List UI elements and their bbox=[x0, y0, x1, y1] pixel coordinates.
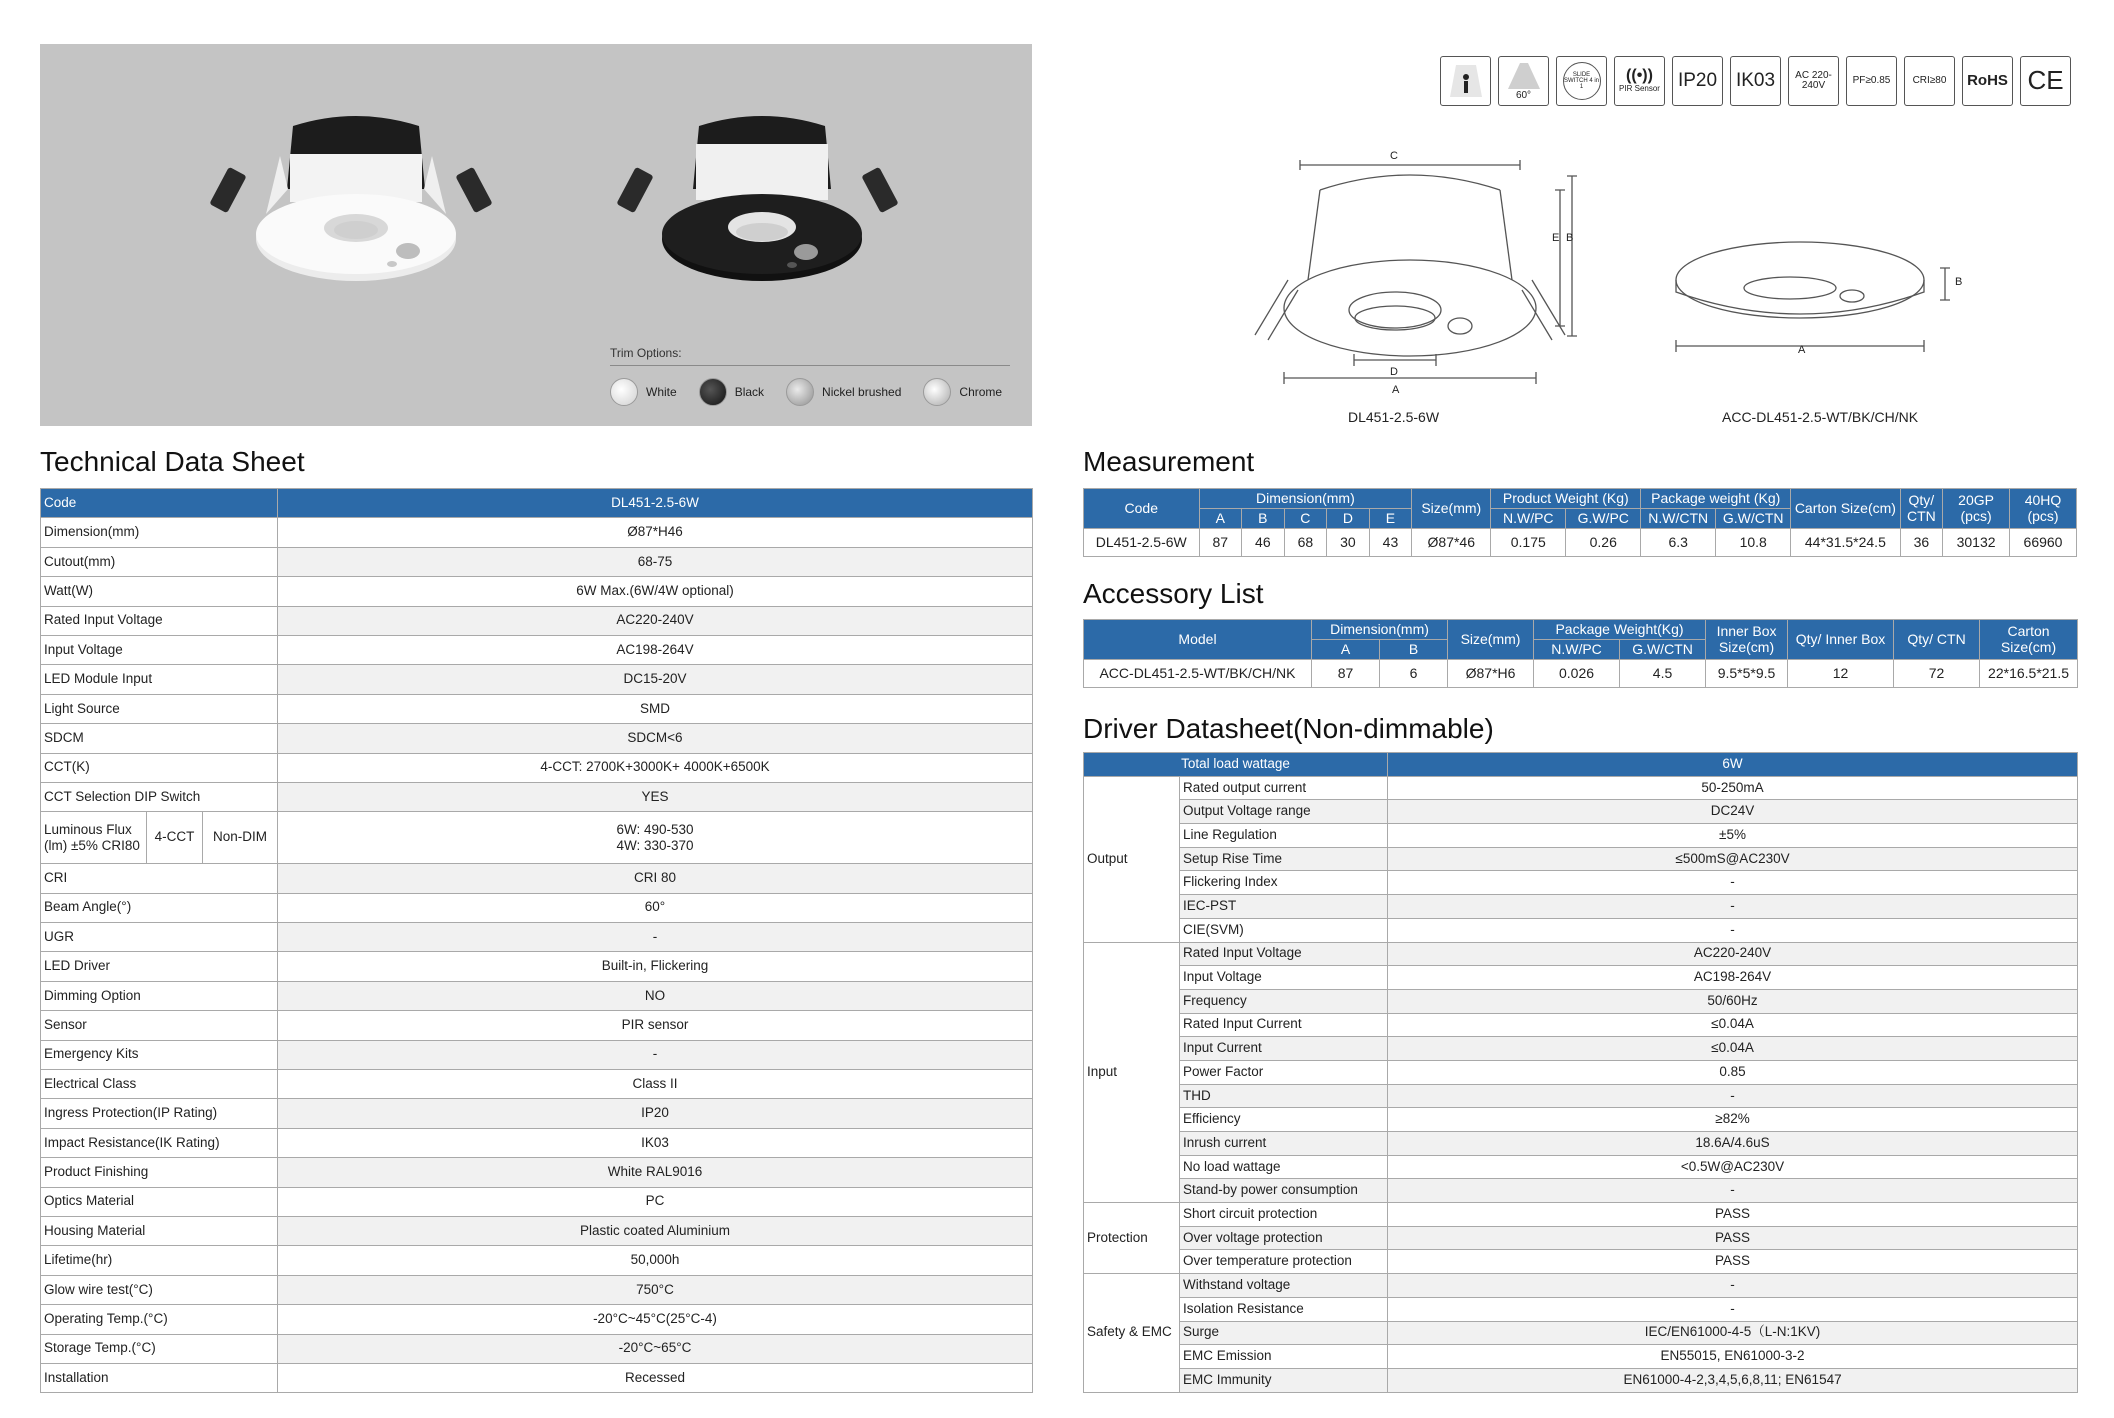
table-row bbox=[41, 635, 1033, 664]
spec-value: YES bbox=[278, 782, 1033, 811]
technical-drawings bbox=[1220, 140, 2060, 430]
spec-value: PIR sensor bbox=[278, 1011, 1033, 1040]
driver-spec-value: - bbox=[1388, 918, 2078, 942]
meas-h-e: E bbox=[1369, 509, 1412, 529]
table-row bbox=[1084, 824, 2078, 848]
table-row bbox=[41, 1011, 1033, 1040]
driver-spec-label: Withstand voltage bbox=[1180, 1274, 1388, 1298]
table-row bbox=[41, 1334, 1033, 1363]
acc-h-inner-box: Inner Box Size(cm) bbox=[1706, 620, 1788, 660]
table-row bbox=[1084, 847, 2078, 871]
spec-value: AC220-240V bbox=[278, 606, 1033, 635]
chrome-swatch-icon bbox=[923, 378, 951, 406]
meas-h-a: A bbox=[1199, 509, 1242, 529]
driver-table bbox=[1083, 752, 2078, 1393]
spec-label: Emergency Kits bbox=[41, 1040, 278, 1069]
spec-label: CCT(K) bbox=[41, 753, 278, 782]
downlight-person-icon bbox=[1440, 56, 1491, 106]
meas-gw-ctn: 10.8 bbox=[1716, 529, 1791, 557]
driver-spec-value: DC24V bbox=[1388, 800, 2078, 824]
tech-data-table bbox=[40, 488, 1033, 1393]
table-row bbox=[41, 1158, 1033, 1187]
cri-icon: CRI≥80 bbox=[1904, 56, 1955, 106]
table-row bbox=[41, 952, 1033, 981]
driver-spec-label: Frequency bbox=[1180, 989, 1388, 1013]
product-photo-panel bbox=[40, 44, 1032, 426]
driver-spec-value: 50/60Hz bbox=[1388, 989, 2078, 1013]
ik-rating-icon: IK03 bbox=[1730, 56, 1781, 106]
acc-h-size: Size(mm) bbox=[1448, 620, 1534, 660]
trim-options-title: Trim Options: bbox=[610, 346, 682, 360]
driver-spec-label: Output Voltage range bbox=[1180, 800, 1388, 824]
spec-label: Cutout(mm) bbox=[41, 547, 278, 576]
acc-b: 6 bbox=[1380, 660, 1448, 688]
table-row bbox=[41, 694, 1033, 723]
meas-h-carton: Carton Size(cm) bbox=[1791, 489, 1900, 529]
meas-c: 68 bbox=[1284, 529, 1327, 557]
meas-nw-pc: 0.175 bbox=[1491, 529, 1566, 557]
flux-cct: 4-CCT bbox=[147, 812, 203, 864]
acc-qty-ctn: 72 bbox=[1894, 660, 1980, 688]
spec-label: Housing Material bbox=[41, 1216, 278, 1245]
driver-group-label: Output bbox=[1084, 776, 1180, 942]
driver-group-label: Protection bbox=[1084, 1203, 1180, 1274]
spec-label: CCT Selection DIP Switch bbox=[41, 782, 278, 811]
acc-nw-pc: 0.026 bbox=[1534, 660, 1620, 688]
meas-h-package-weight: Package weight (Kg) bbox=[1641, 489, 1791, 509]
table-row bbox=[41, 812, 1033, 864]
driver-spec-value: - bbox=[1388, 1274, 2078, 1298]
flux-label: Luminous Flux (lm) ±5% CRI80 bbox=[41, 812, 147, 864]
table-row bbox=[41, 489, 1033, 518]
driver-title: Driver Datasheet(Non-dimmable) bbox=[1083, 713, 1494, 744]
drawing-caption-left: DL451-2.5-6W bbox=[1348, 409, 1440, 425]
driver-spec-label: Rated Input Current bbox=[1180, 1013, 1388, 1037]
spec-value: - bbox=[278, 1040, 1033, 1069]
driver-header-label: Total load wattage bbox=[1084, 753, 1388, 777]
table-row bbox=[1084, 1368, 2078, 1392]
meas-h-20gp: 20GP (pcs) bbox=[1943, 489, 2010, 529]
white-downlight-image bbox=[209, 116, 492, 281]
code-value: DL451-2.5-6W bbox=[278, 489, 1033, 518]
driver-spec-label: EMC Emission bbox=[1180, 1345, 1388, 1369]
meas-h-nw-ctn: N.W/CTN bbox=[1641, 509, 1716, 529]
acc-qty-inner: 12 bbox=[1788, 660, 1894, 688]
table-row bbox=[41, 1216, 1033, 1245]
spec-value: White RAL9016 bbox=[278, 1158, 1033, 1187]
driver-spec-label: Isolation Resistance bbox=[1180, 1297, 1388, 1321]
spec-label: SDCM bbox=[41, 724, 278, 753]
table-row bbox=[41, 1187, 1033, 1216]
driver-spec-value: - bbox=[1388, 1297, 2078, 1321]
table-row bbox=[41, 665, 1033, 694]
black-downlight-image bbox=[616, 116, 898, 281]
spec-label: Rated Input Voltage bbox=[41, 606, 278, 635]
spec-label: Electrical Class bbox=[41, 1070, 278, 1099]
ip-rating-icon: IP20 bbox=[1672, 56, 1723, 106]
meas-e: 43 bbox=[1369, 529, 1412, 557]
table-row bbox=[1084, 800, 2078, 824]
acc-h-carton: Carton Size(cm) bbox=[1980, 620, 2078, 660]
driver-spec-value: ≤0.04A bbox=[1388, 1013, 2078, 1037]
meas-code: DL451-2.5-6W bbox=[1084, 529, 1200, 557]
meas-qty: 36 bbox=[1900, 529, 1943, 557]
acc-h-qty-inner: Qty/ Inner Box bbox=[1788, 620, 1894, 660]
driver-spec-value: - bbox=[1388, 1084, 2078, 1108]
driver-spec-value: AC198-264V bbox=[1388, 966, 2078, 990]
dim-label-c: C bbox=[1390, 150, 1398, 162]
spec-label: Watt(W) bbox=[41, 577, 278, 606]
spec-value: IP20 bbox=[278, 1099, 1033, 1128]
spec-label: LED Driver bbox=[41, 952, 278, 981]
table-row bbox=[41, 981, 1033, 1010]
table-row bbox=[1084, 1226, 2078, 1250]
spec-label: LED Module Input bbox=[41, 665, 278, 694]
spec-value: PC bbox=[278, 1187, 1033, 1216]
acc-a: 87 bbox=[1312, 660, 1380, 688]
spec-label: Lifetime(hr) bbox=[41, 1246, 278, 1275]
nickel-swatch-icon bbox=[786, 378, 814, 406]
spec-value: 68-75 bbox=[278, 547, 1033, 576]
meas-h-gw-ctn: G.W/CTN bbox=[1716, 509, 1791, 529]
driver-spec-label: THD bbox=[1180, 1084, 1388, 1108]
spec-label: Operating Temp.(°C) bbox=[41, 1305, 278, 1334]
acc-h-package-weight: Package Weight(Kg) bbox=[1534, 620, 1706, 640]
driver-spec-label: EMC Immunity bbox=[1180, 1368, 1388, 1392]
driver-spec-label: Efficiency bbox=[1180, 1108, 1388, 1132]
black-swatch-icon bbox=[699, 378, 727, 406]
slide-switch-icon: SLIDE SWITCH 4 in 1 bbox=[1556, 56, 1607, 106]
meas-h-product-weight: Product Weight (Kg) bbox=[1491, 489, 1641, 509]
accessory-table bbox=[1083, 619, 2078, 688]
acc-carton: 22*16.5*21.5 bbox=[1980, 660, 2078, 688]
table-row bbox=[1084, 942, 2078, 966]
table-row bbox=[41, 724, 1033, 753]
driver-spec-label: Setup Rise Time bbox=[1180, 847, 1388, 871]
spec-value: 50,000h bbox=[278, 1246, 1033, 1275]
accessory-title: Accessory List bbox=[1083, 578, 1264, 609]
driver-spec-label: Power Factor bbox=[1180, 1060, 1388, 1084]
spec-label: Sensor bbox=[41, 1011, 278, 1040]
driver-spec-label: Surge bbox=[1180, 1321, 1388, 1345]
trim-option-chrome bbox=[923, 378, 1002, 406]
spec-value: - bbox=[278, 923, 1033, 952]
table-row bbox=[41, 1275, 1033, 1304]
driver-spec-value: - bbox=[1388, 871, 2078, 895]
table-row bbox=[1084, 776, 2078, 800]
driver-spec-label: Over voltage protection bbox=[1180, 1226, 1388, 1250]
spec-value: Class II bbox=[278, 1070, 1033, 1099]
code-label: Code bbox=[41, 489, 278, 518]
tech-sheet-title: Technical Data Sheet bbox=[40, 446, 305, 477]
table-row bbox=[41, 1128, 1033, 1157]
meas-size: Ø87*46 bbox=[1412, 529, 1491, 557]
meas-h-nw-pc: N.W/PC bbox=[1491, 509, 1566, 529]
table-row bbox=[41, 1070, 1033, 1099]
driver-spec-label: Line Regulation bbox=[1180, 824, 1388, 848]
meas-gw-pc: 0.26 bbox=[1566, 529, 1641, 557]
driver-spec-label: Inrush current bbox=[1180, 1132, 1388, 1156]
dim-label-d: D bbox=[1390, 366, 1398, 378]
table-row bbox=[1084, 753, 2078, 777]
spec-value: IK03 bbox=[278, 1128, 1033, 1157]
table-row bbox=[1084, 1108, 2078, 1132]
certification-icons bbox=[1440, 56, 2071, 106]
table-row bbox=[1084, 871, 2078, 895]
driver-spec-value: 18.6A/4.6uS bbox=[1388, 1132, 2078, 1156]
meas-h-40hq: 40HQ (pcs) bbox=[2010, 489, 2077, 529]
spec-value: Ø87*H46 bbox=[278, 518, 1033, 547]
meas-a: 87 bbox=[1199, 529, 1242, 557]
spec-value: 750°C bbox=[278, 1275, 1033, 1304]
table-row bbox=[1084, 1132, 2078, 1156]
trim-option-label: Black bbox=[734, 385, 765, 399]
meas-carton: 44*31.5*24.5 bbox=[1791, 529, 1900, 557]
spec-label: Ingress Protection(IP Rating) bbox=[41, 1099, 278, 1128]
spec-label: Storage Temp.(°C) bbox=[41, 1334, 278, 1363]
table-row bbox=[1084, 1179, 2078, 1203]
measurement-table bbox=[1083, 488, 2077, 557]
spec-label: Input Voltage bbox=[41, 635, 278, 664]
meas-h-size: Size(mm) bbox=[1412, 489, 1491, 529]
downlight-side-drawing bbox=[1255, 160, 1577, 384]
acc-h-qty-ctn: Qty/ CTN bbox=[1894, 620, 1980, 660]
spec-label: Impact Resistance(IK Rating) bbox=[41, 1128, 278, 1157]
table-row bbox=[1084, 989, 2078, 1013]
driver-spec-value: PASS bbox=[1388, 1250, 2078, 1274]
spec-value: -20°C~45°C(25°C-4) bbox=[278, 1305, 1033, 1334]
table-row bbox=[41, 753, 1033, 782]
table-row bbox=[1084, 529, 2077, 557]
driver-spec-value: IEC/EN61000-4-5（L-N:1KV) bbox=[1388, 1321, 2078, 1345]
spec-value: DC15-20V bbox=[278, 665, 1033, 694]
trim-option-white bbox=[610, 378, 677, 406]
acc-gw-ctn: 4.5 bbox=[1620, 660, 1706, 688]
acc-inner-box: 9.5*5*9.5 bbox=[1706, 660, 1788, 688]
meas-d: 30 bbox=[1327, 529, 1370, 557]
spec-value: 6W Max.(6W/4W optional) bbox=[278, 577, 1033, 606]
ac-voltage-icon: AC 220-240V bbox=[1788, 56, 1839, 106]
table-row bbox=[41, 923, 1033, 952]
trim-option-black bbox=[699, 378, 764, 406]
dim-label-b: B bbox=[1566, 232, 1574, 244]
meas-h-gw-pc: G.W/PC bbox=[1566, 509, 1641, 529]
driver-spec-value: ±5% bbox=[1388, 824, 2078, 848]
meas-h-qty: Qty/ CTN bbox=[1900, 489, 1943, 529]
table-row bbox=[41, 1246, 1033, 1275]
spec-label: Light Source bbox=[41, 694, 278, 723]
spec-value: Built-in, Flickering bbox=[278, 952, 1033, 981]
table-row bbox=[41, 1305, 1033, 1334]
table-row bbox=[1084, 1084, 2078, 1108]
meas-b: 46 bbox=[1242, 529, 1285, 557]
driver-spec-value: PASS bbox=[1388, 1226, 2078, 1250]
driver-spec-value: AC220-240V bbox=[1388, 942, 2078, 966]
ce-icon: CE bbox=[2020, 56, 2071, 106]
beam-angle-icon: 60° bbox=[1498, 56, 1549, 106]
table-row bbox=[41, 782, 1033, 811]
driver-header-value: 6W bbox=[1388, 753, 2078, 777]
spec-value: 60° bbox=[278, 893, 1033, 922]
product-renders bbox=[40, 44, 1032, 426]
dim-label-a: A bbox=[1392, 384, 1400, 396]
table-row bbox=[1084, 1060, 2078, 1084]
trim-option-label: Chrome bbox=[959, 385, 1003, 399]
meas-40hq: 66960 bbox=[2010, 529, 2077, 557]
table-row bbox=[41, 864, 1033, 893]
spec-value: NO bbox=[278, 981, 1033, 1010]
driver-spec-label: IEC-PST bbox=[1180, 895, 1388, 919]
driver-spec-label: Input Voltage bbox=[1180, 966, 1388, 990]
meas-h-code: Code bbox=[1084, 489, 1200, 529]
rohs-icon: RoHS bbox=[1962, 56, 2013, 106]
meas-h-dimension: Dimension(mm) bbox=[1199, 489, 1412, 509]
table-row bbox=[41, 1099, 1033, 1128]
trim-option-nickel bbox=[786, 378, 901, 406]
table-row bbox=[1084, 1250, 2078, 1274]
spec-value: Plastic coated Aluminium bbox=[278, 1216, 1033, 1245]
acc-model: ACC-DL451-2.5-WT/BK/CH/NK bbox=[1084, 660, 1312, 688]
table-row bbox=[1084, 1037, 2078, 1061]
meas-nw-ctn: 6.3 bbox=[1641, 529, 1716, 557]
acc-dim-label-a: A bbox=[1798, 344, 1806, 356]
table-row bbox=[1084, 918, 2078, 942]
table-row bbox=[41, 518, 1033, 547]
driver-group-label: Input bbox=[1084, 942, 1180, 1203]
spec-value: 4-CCT: 2700K+3000K+ 4000K+6500K bbox=[278, 753, 1033, 782]
spec-label: Dimming Option bbox=[41, 981, 278, 1010]
driver-spec-value: 0.85 bbox=[1388, 1060, 2078, 1084]
spec-label: Glow wire test(°C) bbox=[41, 1275, 278, 1304]
spec-value: SDCM<6 bbox=[278, 724, 1033, 753]
driver-spec-value: ≤500mS@AC230V bbox=[1388, 847, 2078, 871]
driver-spec-label: Short circuit protection bbox=[1180, 1203, 1388, 1227]
driver-spec-label: Flickering Index bbox=[1180, 871, 1388, 895]
table-row bbox=[1084, 660, 2078, 688]
acc-size: Ø87*H6 bbox=[1448, 660, 1534, 688]
meas-h-d: D bbox=[1327, 509, 1370, 529]
spec-value: -20°C~65°C bbox=[278, 1334, 1033, 1363]
meas-h-c: C bbox=[1284, 509, 1327, 529]
flux-value-6w: 6W: 490-530 bbox=[616, 822, 694, 838]
driver-spec-label: Input Current bbox=[1180, 1037, 1388, 1061]
driver-spec-value: ≤0.04A bbox=[1388, 1037, 2078, 1061]
driver-spec-label: Over temperature protection bbox=[1180, 1250, 1388, 1274]
driver-spec-value: 50-250mA bbox=[1388, 776, 2078, 800]
driver-spec-value: ≥82% bbox=[1388, 1108, 2078, 1132]
spec-value: CRI 80 bbox=[278, 864, 1033, 893]
table-row bbox=[41, 1363, 1033, 1392]
spec-label: Installation bbox=[41, 1363, 278, 1392]
driver-spec-label: Rated Input Voltage bbox=[1180, 942, 1388, 966]
power-factor-icon: PF≥0.85 bbox=[1846, 56, 1897, 106]
acc-h-a: A bbox=[1312, 640, 1380, 660]
driver-spec-value: <0.5W@AC230V bbox=[1388, 1155, 2078, 1179]
table-row bbox=[1084, 1013, 2078, 1037]
white-swatch-icon bbox=[610, 378, 638, 406]
driver-spec-value: - bbox=[1388, 895, 2078, 919]
spec-label: UGR bbox=[41, 923, 278, 952]
trim-options bbox=[610, 378, 1024, 406]
table-row bbox=[41, 893, 1033, 922]
measurement-title: Measurement bbox=[1083, 446, 1255, 477]
spec-label: Beam Angle(°) bbox=[41, 893, 278, 922]
flux-value-4w: 4W: 330-370 bbox=[616, 837, 694, 853]
spec-label: Product Finishing bbox=[41, 1158, 278, 1187]
trim-option-label: Nickel brushed bbox=[822, 385, 902, 399]
acc-h-gw-ctn: G.W/CTN bbox=[1620, 640, 1706, 660]
acc-h-nw-pc: N.W/PC bbox=[1534, 640, 1620, 660]
acc-h-b: B bbox=[1380, 640, 1448, 660]
driver-spec-value: PASS bbox=[1388, 1203, 2078, 1227]
driver-spec-value: EN61000-4-2,3,4,5,6,8,11; EN61547 bbox=[1388, 1368, 2078, 1392]
driver-group-label: Safety & EMC bbox=[1084, 1274, 1180, 1392]
spec-label: Dimension(mm) bbox=[41, 518, 278, 547]
acc-h-dimension: Dimension(mm) bbox=[1312, 620, 1448, 640]
acc-h-model: Model bbox=[1084, 620, 1312, 660]
table-row bbox=[1084, 1203, 2078, 1227]
table-row bbox=[1084, 1297, 2078, 1321]
driver-spec-label: Stand-by power consumption bbox=[1180, 1179, 1388, 1203]
table-row bbox=[1084, 1345, 2078, 1369]
meas-20gp: 30132 bbox=[1943, 529, 2010, 557]
spec-value: AC198-264V bbox=[278, 635, 1033, 664]
driver-spec-label: CIE(SVM) bbox=[1180, 918, 1388, 942]
table-row bbox=[41, 547, 1033, 576]
table-row bbox=[41, 606, 1033, 635]
trim-option-label: White bbox=[646, 385, 677, 399]
driver-spec-value: - bbox=[1388, 1179, 2078, 1203]
table-row bbox=[41, 1040, 1033, 1069]
dim-label-e: E bbox=[1552, 232, 1560, 244]
table-row bbox=[41, 577, 1033, 606]
table-row bbox=[1084, 1274, 2078, 1298]
accessory-trim-drawing bbox=[1676, 242, 1950, 352]
pir-sensor-icon: ((•)) PIR Sensor bbox=[1614, 56, 1665, 106]
acc-dim-label-b: B bbox=[1955, 276, 1963, 288]
spec-label: Optics Material bbox=[41, 1187, 278, 1216]
table-row bbox=[1084, 1321, 2078, 1345]
driver-spec-label: Rated output current bbox=[1180, 776, 1388, 800]
drawing-caption-right: ACC-DL451-2.5-WT/BK/CH/NK bbox=[1722, 409, 1919, 425]
flux-dim: Non-DIM bbox=[203, 812, 278, 864]
table-row bbox=[1084, 1155, 2078, 1179]
spec-value: SMD bbox=[278, 694, 1033, 723]
spec-label: CRI bbox=[41, 864, 278, 893]
driver-spec-label: No load wattage bbox=[1180, 1155, 1388, 1179]
driver-spec-value: EN55015, EN61000-3-2 bbox=[1388, 1345, 2078, 1369]
table-row bbox=[1084, 895, 2078, 919]
meas-h-b: B bbox=[1242, 509, 1285, 529]
spec-value: Recessed bbox=[278, 1363, 1033, 1392]
table-row bbox=[1084, 966, 2078, 990]
trim-options-divider bbox=[610, 365, 1010, 366]
